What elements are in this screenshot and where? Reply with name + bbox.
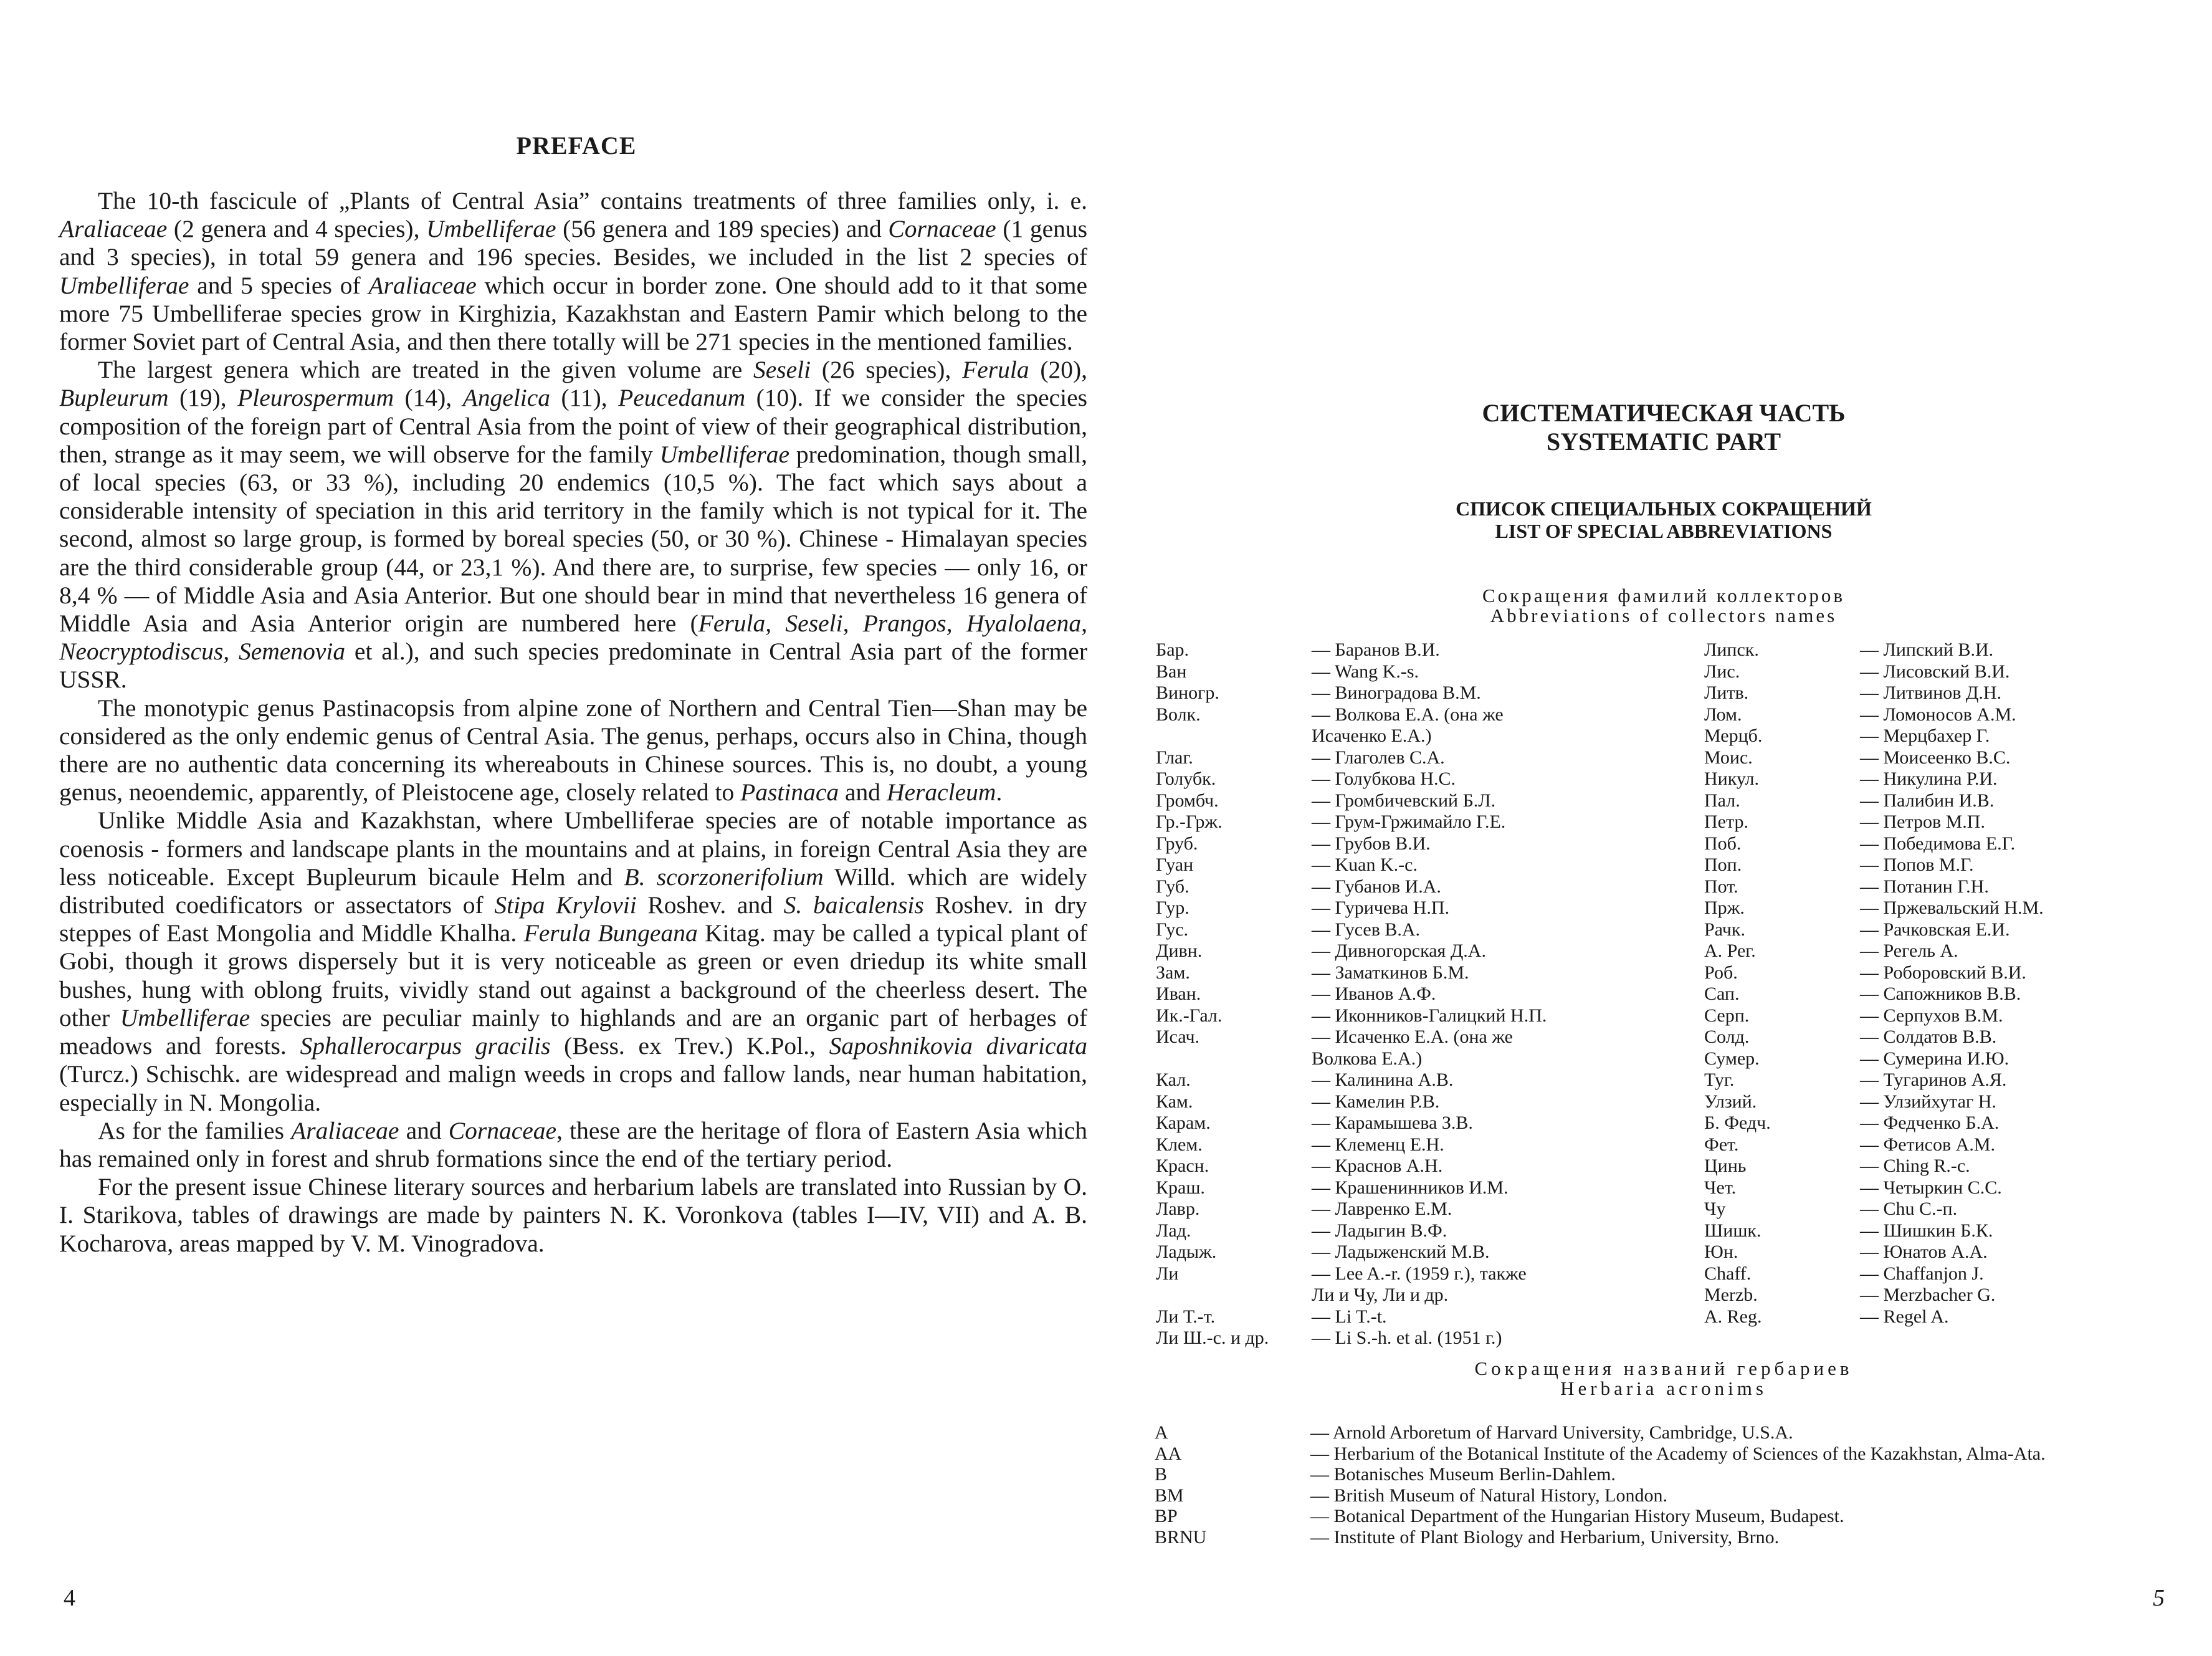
collector-entry	[1156, 1005, 1692, 1027]
preface-paragraph	[59, 1173, 1087, 1258]
full-name: — Улзийхутаг Н.	[1860, 1091, 1996, 1112]
full-name: — Сапожников В.В.	[1860, 984, 2021, 1004]
abbreviation: А. Рег.	[1704, 940, 1756, 961]
full-name: — Четыркин С.С.	[1860, 1177, 2002, 1198]
full-name: — Грубов В.И.	[1312, 833, 1431, 854]
abbreviation: Chaff.	[1704, 1263, 1752, 1284]
collector-entry	[1156, 1134, 1692, 1156]
collector-entry	[1156, 1242, 1692, 1263]
herbarium-entry	[1155, 1443, 2183, 1465]
full-name: — Гуричева Н.П.	[1312, 897, 1450, 918]
full-name: — Серпухов В.М.	[1860, 1005, 2003, 1026]
full-name: — Заматкинов Б.М.	[1312, 962, 1469, 983]
text-run: For the present issue Chinese literary sources and herbarium labels are translated into Russian by O. I. Starikova, tables of drawings are made by painters N. K. Voronkova (tables I—IV, VII) and A. B. Kocharova, areas mapped by V. M. Vinogradova.	[59, 1173, 1087, 1257]
text-run: (20),	[1029, 356, 1087, 384]
full-name: — Липский В.И.	[1860, 639, 1994, 660]
collector-entry	[1704, 1048, 2103, 1070]
italic-term: Ferula	[962, 356, 1029, 384]
abbreviation: Чу	[1704, 1199, 1726, 1219]
collectors-title-en: Abbreviations of collectors names	[1490, 605, 1838, 626]
italic-term: Araliaceae	[368, 271, 477, 299]
collector-entry	[1704, 1242, 2103, 1263]
full-name: — Калинина А.В.	[1312, 1070, 1454, 1090]
abbreviation: Мерцб.	[1704, 725, 1763, 746]
abbreviation: Серп.	[1704, 1005, 1750, 1026]
italic-term: Ferula, Seseli, Prangos, Hyalolaena, Neocryptodiscus, Semenovia	[59, 610, 1087, 666]
abbreviation: A. Reg.	[1704, 1306, 1762, 1327]
abbreviation: Пал.	[1704, 790, 1740, 811]
collector-entry	[1704, 1306, 2103, 1328]
abbreviation: Зам.	[1156, 962, 1190, 983]
abbreviation: Пот.	[1704, 876, 1738, 897]
collector-entry	[1704, 1005, 2103, 1027]
italic-term: B. scorzonerifolium	[624, 863, 824, 891]
abbreviation: Лад.	[1156, 1220, 1191, 1241]
full-name: — Regel A.	[1860, 1306, 1949, 1327]
systematic-part-heading	[1377, 399, 1950, 456]
full-name: — Иванов А.Ф.	[1312, 984, 1436, 1004]
italic-term: Sphallerocarpus gracilis	[300, 1032, 551, 1060]
collector-entry	[1704, 1220, 2103, 1242]
full-name: — Иконников-Галицкий Н.П.	[1312, 1005, 1547, 1026]
italic-term: Umbelliferae	[659, 440, 790, 468]
abbreviation: Рачк.	[1704, 919, 1745, 940]
full-name: — Лисовский В.И.	[1860, 661, 2010, 682]
collector-entry	[1156, 1199, 1692, 1220]
abbreviation: Б. Федч.	[1704, 1113, 1771, 1133]
text-run: (Bess. ex Trev.) K.Pol.,	[550, 1032, 829, 1060]
abbreviation: Глаг.	[1156, 747, 1193, 768]
abbreviation: Цинь	[1704, 1156, 1747, 1176]
collector-entry	[1156, 661, 1692, 683]
collector-entry	[1156, 811, 1692, 833]
full-name: — Botanisches Museum Berlin-Dahlem.	[1310, 1464, 1616, 1485]
collector-entry	[1704, 854, 2103, 876]
full-name: — Гусев В.А.	[1312, 919, 1421, 940]
collector-entry	[1156, 1091, 1692, 1113]
italic-term: Angelica	[462, 384, 551, 412]
text-run: Willd. which are widely distributed coedificators or assectators of	[59, 863, 1088, 919]
full-name: — Arnold Arboretum of Harvard University, Cambridge, U.S.A.	[1310, 1422, 1793, 1443]
italic-term: Peucedanum	[618, 384, 746, 412]
text-run: The 10-th fascicule of „Plants of Central Asia” contains treatments of three families only, i. e.	[98, 187, 1087, 214]
full-name: — Виноградова В.М.	[1312, 682, 1481, 703]
full-name: — Ломоносов А.М.	[1860, 704, 2016, 725]
abbreviation: Роб.	[1704, 962, 1738, 983]
full-name: — Моисеенко В.С.	[1860, 747, 2011, 768]
text-run: (1 genus and 3 species), in total 59 genera and 196 species. Besides, we included in the list 2 species of	[59, 215, 1088, 271]
text-run: and 5 species of	[189, 271, 369, 299]
italic-term: Umbelliferae	[59, 271, 189, 299]
herbarium-entry	[1155, 1464, 2183, 1485]
text-run: species are peculiar mainly to highlands and are an organic part of herbages of meadows and forests.	[59, 1003, 1087, 1060]
full-name: — Карамышева З.В.	[1312, 1113, 1473, 1133]
full-name: — Солдатов В.В.	[1860, 1027, 1997, 1047]
herbaria-list	[1155, 1422, 2183, 1548]
collector-entry	[1704, 1070, 2103, 1091]
full-name: — Li S.-h. et al. (1951 г.)	[1312, 1328, 1502, 1348]
abbreviation: Ван	[1156, 661, 1187, 682]
full-name: — Роборовский В.И.	[1860, 962, 2026, 983]
preface-paragraph	[59, 694, 1087, 807]
collector-entry	[1156, 790, 1692, 812]
collector-entry	[1704, 682, 2103, 704]
text-run: .	[996, 778, 1003, 806]
collector-entry	[1704, 661, 2103, 683]
collectors-list-right	[1704, 639, 2103, 1328]
herbarium-entry	[1155, 1506, 2183, 1527]
abbreviation: Краш.	[1156, 1177, 1205, 1198]
collector-entry	[1704, 725, 2103, 747]
full-name: — Баранов В.И.	[1312, 639, 1440, 660]
full-name: — Федченко Б.А.	[1860, 1113, 2000, 1133]
collector-entry	[1704, 940, 2103, 962]
abbreviation: Лавр.	[1156, 1199, 1200, 1219]
text-run: The monotypic genus Pastinacopsis from alpine zone of Northern and Central Tien—Shan may be considered as the only endemic genus of Central Asia. The genus, perhaps, occurs also in China, though there are no authentic data concerning its whereabouts in Chinese sources. This is, no doubt, a young genus, neoendemic, apparently, of Pleistocene age, closely related to	[59, 694, 1087, 806]
herbaria-title-en: Herbaria acronims	[1560, 1377, 1767, 1399]
collector-entry	[1156, 984, 1692, 1005]
collector-entry	[1704, 639, 2103, 661]
collector-entry	[1704, 1091, 2103, 1113]
abbreviations-title-en: LIST OF SPECIAL ABBREVIATIONS	[1495, 520, 1833, 542]
abbreviation: Поп.	[1704, 854, 1742, 875]
abbreviation: BRNU	[1155, 1526, 1207, 1548]
herbaria-subheading	[1309, 1359, 2019, 1399]
collector-entry	[1156, 1070, 1692, 1091]
abbreviation: Лом.	[1704, 704, 1742, 725]
abbreviation: Ли Ш.-с. и др.	[1156, 1328, 1269, 1348]
abbreviation: Груб.	[1156, 833, 1198, 854]
collector-entry	[1156, 1263, 1692, 1306]
text-run: (11),	[550, 384, 619, 412]
full-name: — Громбичевский Б.Л.	[1312, 790, 1496, 811]
full-name: — Исаченко Е.А. (она же Волкова Е.А.)	[1312, 1027, 1513, 1069]
italic-term: Pastinaca	[740, 778, 839, 806]
italic-term: Stipa Krylovii	[494, 891, 637, 919]
collector-entry	[1704, 962, 2103, 984]
full-name: — Пржевальский Н.М.	[1860, 897, 2044, 918]
italic-term: Araliaceae	[291, 1116, 399, 1144]
abbreviation: Клем.	[1156, 1134, 1203, 1155]
full-name: — Краснов А.Н.	[1312, 1156, 1443, 1176]
abbreviation: Гр.-Грж.	[1156, 811, 1223, 832]
abbreviation: Моис.	[1704, 747, 1753, 768]
collector-entry	[1704, 1156, 2103, 1177]
abbreviation: Гус.	[1156, 919, 1189, 940]
collector-entry	[1156, 1113, 1692, 1134]
full-name: — Ладыженский М.В.	[1312, 1242, 1490, 1262]
text-run: (14),	[394, 384, 463, 412]
abbreviation: Прж.	[1704, 897, 1745, 918]
text-run: (26 species),	[811, 356, 963, 384]
full-name: — Губанов И.А.	[1312, 876, 1441, 897]
abbreviation: Кам.	[1156, 1091, 1193, 1112]
preface-paragraph	[59, 806, 1087, 1116]
abbreviation: Бар.	[1156, 639, 1189, 660]
full-name: — Юнатов А.А.	[1860, 1242, 1988, 1262]
abbreviation: Ли Т.-т.	[1156, 1306, 1216, 1327]
text-run: The largest genera which are treated in the given volume are	[98, 356, 753, 384]
full-name: — Lee A.-r. (1959 г.), также Ли и Чу, Ли и др.	[1312, 1263, 1527, 1305]
full-name: — Мерцбахер Г.	[1860, 725, 1990, 746]
abbreviation: Никул.	[1704, 768, 1760, 789]
italic-term: Cornaceae	[888, 215, 996, 243]
full-name: — Institute of Plant Biology and Herbarium, University, Brno.	[1310, 1526, 1780, 1548]
collector-entry	[1156, 1027, 1692, 1070]
full-name: — Li T.-t.	[1312, 1306, 1387, 1327]
preface-title: PREFACE	[516, 132, 637, 160]
collector-entry	[1704, 1177, 2103, 1199]
collector-entry	[1156, 639, 1692, 661]
full-name: — Herbarium of the Botanical Institute of the Academy of Sciences of the Kazakhstan, Alma-Ata.	[1310, 1443, 2046, 1464]
text-run: (Turcz.) Schischk. are widespread and malign weeds in crops and fallow lands, near human habitation, especially in N. Mongolia.	[59, 1060, 1087, 1116]
collector-entry	[1156, 1306, 1692, 1328]
abbreviation: Сумер.	[1704, 1048, 1760, 1069]
full-name: — Попов М.Г.	[1860, 854, 1974, 875]
full-name: — Шишкин Б.К.	[1860, 1220, 1993, 1241]
full-name: — Merzbacher G.	[1860, 1285, 1996, 1305]
abbreviation: Липск.	[1704, 639, 1759, 660]
page-number-left: 4	[64, 1585, 75, 1611]
abbreviation: Ик.-Гал.	[1156, 1005, 1223, 1026]
full-name: — Chu C.-п.	[1860, 1199, 1958, 1219]
collector-entry	[1704, 1199, 2103, 1220]
italic-term: Umbelliferae	[426, 215, 556, 243]
abbreviation: Туг.	[1704, 1070, 1735, 1090]
collector-entry	[1704, 876, 2103, 898]
text-run: , these are the heritage of flora of Eastern Asia which has remained only in forest and shrub formations since the end of the tertiary period.	[59, 1116, 1087, 1172]
abbreviation: Губ.	[1156, 876, 1189, 897]
full-name: — Волкова Е.А. (она же Исаченко Е.А.)	[1312, 704, 1504, 746]
collector-entry	[1704, 811, 2103, 833]
full-name: — Ладыгин В.Ф.	[1312, 1220, 1447, 1241]
full-name: — Голубкова Н.С.	[1312, 768, 1456, 789]
preface-paragraph	[59, 1117, 1087, 1173]
italic-term: Umbelliferae	[120, 1003, 250, 1031]
full-name: — Фетисов А.М.	[1860, 1134, 1996, 1155]
abbreviation: Ли	[1156, 1263, 1179, 1284]
abbreviation: Чет.	[1704, 1177, 1737, 1198]
collector-entry	[1704, 1134, 2103, 1156]
systematic-part-title-en: SYSTEMATIC PART	[1546, 428, 1781, 456]
collector-entry	[1156, 747, 1692, 769]
text-run: (56 genera and 189 species) and	[556, 215, 889, 243]
full-name: — Литвинов Д.Н.	[1860, 682, 2002, 703]
collectors-title-ru: Сокращения фамилий коллекторов	[1482, 585, 1845, 606]
collector-entry	[1156, 962, 1692, 984]
text-run: et al.), and such species predominate in Central Asia part of the former USSR.	[59, 638, 1087, 694]
abbreviation: Голубк.	[1156, 768, 1216, 789]
abbreviation: A	[1155, 1422, 1168, 1443]
full-name: — Потанин Г.Н.	[1860, 876, 1989, 897]
page-number-right: 5	[2153, 1585, 2165, 1611]
italic-term: Araliaceae	[59, 215, 168, 243]
collector-entry	[1156, 940, 1692, 962]
text-run: (10). If we consider the species composition of the foreign part of Central Asia from the point of view of their geographical distribution, then, strange as it may seem, we will observe for the family	[59, 384, 1088, 468]
text-run: Roshev. in dry steppes of East Mongolia and Middle Khalha.	[59, 891, 1088, 947]
collector-entry	[1156, 1177, 1692, 1199]
full-name: — Глаголев С.А.	[1312, 747, 1445, 768]
abbreviation: Литв.	[1704, 682, 1749, 703]
italic-term: Bupleurum	[59, 384, 169, 412]
collector-entry	[1704, 984, 2103, 1005]
text-run: Roshev. and	[636, 891, 784, 919]
collector-entry	[1156, 682, 1692, 704]
full-name: — Тугаринов А.Я.	[1860, 1070, 2007, 1090]
italic-term: Seseli	[753, 356, 811, 384]
full-name: — Botanical Department of the Hungarian History Museum, Budapest.	[1310, 1506, 1844, 1526]
abbreviation: Кал.	[1156, 1070, 1191, 1090]
abbreviation: Гур.	[1156, 897, 1189, 918]
text-run: (19),	[168, 384, 238, 412]
collector-entry	[1704, 768, 2103, 790]
full-name: — Победимова Е.Г.	[1860, 833, 2016, 854]
abbreviation: Исач.	[1156, 1027, 1200, 1047]
abbreviation: Merzb.	[1704, 1285, 1758, 1305]
abbreviation: Гуан	[1156, 854, 1194, 875]
collectors-list-left	[1156, 639, 1692, 1349]
abbreviation: BM	[1155, 1485, 1184, 1506]
full-name: — Рачковская Е.И.	[1860, 919, 2010, 940]
italic-term: Saposhnikovia divaricata	[829, 1032, 1087, 1060]
preface-paragraph	[59, 187, 1087, 356]
text-run: As for the families	[98, 1116, 292, 1144]
collector-entry	[1156, 833, 1692, 855]
collector-entry	[1156, 1328, 1692, 1349]
collector-entry	[1156, 768, 1692, 790]
systematic-part-title-ru: СИСТЕМАТИЧЕСКАЯ ЧАСТЬ	[1482, 399, 1846, 427]
italic-term: Cornaceae	[448, 1116, 557, 1144]
italic-term: Ferula Bungeana	[523, 919, 698, 947]
abbreviation: Дивн.	[1156, 940, 1203, 961]
full-name: — Грум-Гржимайло Г.Е.	[1312, 811, 1506, 832]
text-run: and	[399, 1116, 449, 1144]
full-name: — British Museum of Natural History, London.	[1310, 1485, 1668, 1506]
abbreviation: Лис.	[1704, 661, 1740, 682]
text-run: predomination, though small, of local species (63, or 33 %), including 20 endemics (10,5 %). The fact which says about a considerable intensity of speciation in this arid territory in the family which is not typical for it. The second, almost so large group, is formed by boreal species (50, or 30 %). Chinese - Himalayan species are the third considerable group (44, or 23,1 %). And there are, to surprise, few species — only 16, or 8,4 % — of Middle Asia and Asia Anterior. But one should bear in mind that nevertheless 16 genera of Middle Asia and Asia Anterior origin are numbered here (	[59, 440, 1088, 638]
full-name: — Петров М.П.	[1860, 811, 1985, 832]
abbreviation: Солд.	[1704, 1027, 1750, 1047]
italic-term: Pleurospermum	[237, 384, 394, 412]
herbarium-entry	[1155, 1422, 2183, 1443]
abbreviation: Поб.	[1704, 833, 1742, 854]
collector-entry	[1704, 833, 2103, 855]
full-name: — Wang K.-s.	[1312, 661, 1419, 682]
collector-entry	[1704, 790, 2103, 812]
collector-entry	[1156, 897, 1692, 919]
collector-entry	[1704, 897, 2103, 919]
collector-entry	[1704, 704, 2103, 726]
full-name: — Chaffanjon J.	[1860, 1263, 1984, 1284]
collectors-subheading	[1309, 586, 2019, 626]
preface-body	[59, 187, 1087, 1258]
collector-entry	[1704, 1027, 2103, 1048]
abbreviation: Карам.	[1156, 1113, 1211, 1133]
abbreviation: Шишк.	[1704, 1220, 1761, 1241]
full-name: — Лавренко Е.М.	[1312, 1199, 1452, 1219]
collector-entry	[1704, 1113, 2103, 1134]
full-name: — Клеменц Е.Н.	[1312, 1134, 1444, 1155]
abbreviations-heading	[1377, 497, 1950, 542]
full-name: — Дивногорская Д.А.	[1312, 940, 1486, 961]
collector-entry	[1156, 854, 1692, 876]
abbreviation: Юн.	[1704, 1242, 1738, 1262]
collector-entry	[1704, 1263, 2103, 1285]
collector-entry	[1156, 704, 1692, 747]
abbreviation: Волк.	[1156, 704, 1201, 725]
collector-entry	[1704, 1285, 2103, 1306]
full-name: — Kuan K.-c.	[1312, 854, 1418, 875]
full-name: — Камелин Р.В.	[1312, 1091, 1440, 1112]
abbreviation: Ладыж.	[1156, 1242, 1217, 1262]
abbreviation: B	[1155, 1464, 1168, 1485]
abbreviations-title-ru: СПИСОК СПЕЦИАЛЬНЫХ СОКРАЩЕНИЙ	[1456, 497, 1872, 520]
abbreviation: Улзий.	[1704, 1091, 1757, 1112]
herbaria-title-ru: Сокращения названий гербариев	[1474, 1357, 1853, 1379]
abbreviation: Сап.	[1704, 984, 1740, 1004]
abbreviation: Красн.	[1156, 1156, 1209, 1176]
full-name: — Сумерина И.Ю.	[1860, 1048, 2009, 1069]
collector-entry	[1704, 919, 2103, 941]
abbreviation: Фет.	[1704, 1134, 1739, 1155]
text-run: (2 genera and 4 species),	[167, 215, 427, 243]
italic-term: Heracleum	[886, 778, 996, 806]
full-name: — Никулина Р.И.	[1860, 768, 1998, 789]
full-name: — Крашенинников И.М.	[1312, 1177, 1509, 1198]
abbreviation: Петр.	[1704, 811, 1748, 832]
text-run: Unlike Middle Asia and Kazakhstan, where Umbelliferae species are of notable importance as coenosis - formers and landscape plants in the mountains and at plains, in foreign Central Asia they are less noticeable. Except Bupleurum bicaule Helm and	[59, 806, 1087, 891]
collector-entry	[1156, 876, 1692, 898]
abbreviation: AA	[1155, 1443, 1182, 1464]
herbarium-entry	[1155, 1485, 2183, 1506]
text-run: Kitag. may be called a typical plant of Gobi, though it grows dispersely but it is very noticeable as green or even driedup its white small bushes, hung with oblong fruits, vividly stand out against a background of the cheerless desert. The other	[59, 919, 1087, 1031]
herbarium-entry	[1155, 1527, 2183, 1548]
abbreviation: Виногр.	[1156, 682, 1219, 703]
full-name: — Палибин И.В.	[1860, 790, 1995, 811]
collector-entry	[1704, 747, 2103, 769]
abbreviation: BP	[1155, 1506, 1178, 1526]
collector-entry	[1156, 1220, 1692, 1242]
collector-entry	[1156, 919, 1692, 941]
preface-paragraph	[59, 356, 1087, 694]
text-run: which occur in border zone. One should add to it that some more 75 Umbelliferae species grow in Kirghizia, Kazakhstan and Eastern Pamir which belong to the former Soviet part of Central Asia, and then there totally will be 271 species in the mentioned families.	[59, 271, 1087, 356]
italic-term: S. baicalensis	[783, 891, 924, 919]
collector-entry	[1156, 1156, 1692, 1177]
full-name: — Ching R.-c.	[1860, 1156, 1970, 1176]
abbreviation: Иван.	[1156, 984, 1201, 1004]
abbreviation: Громбч.	[1156, 790, 1219, 811]
text-run: and	[839, 778, 887, 806]
full-name: — Регель А.	[1860, 940, 1958, 961]
